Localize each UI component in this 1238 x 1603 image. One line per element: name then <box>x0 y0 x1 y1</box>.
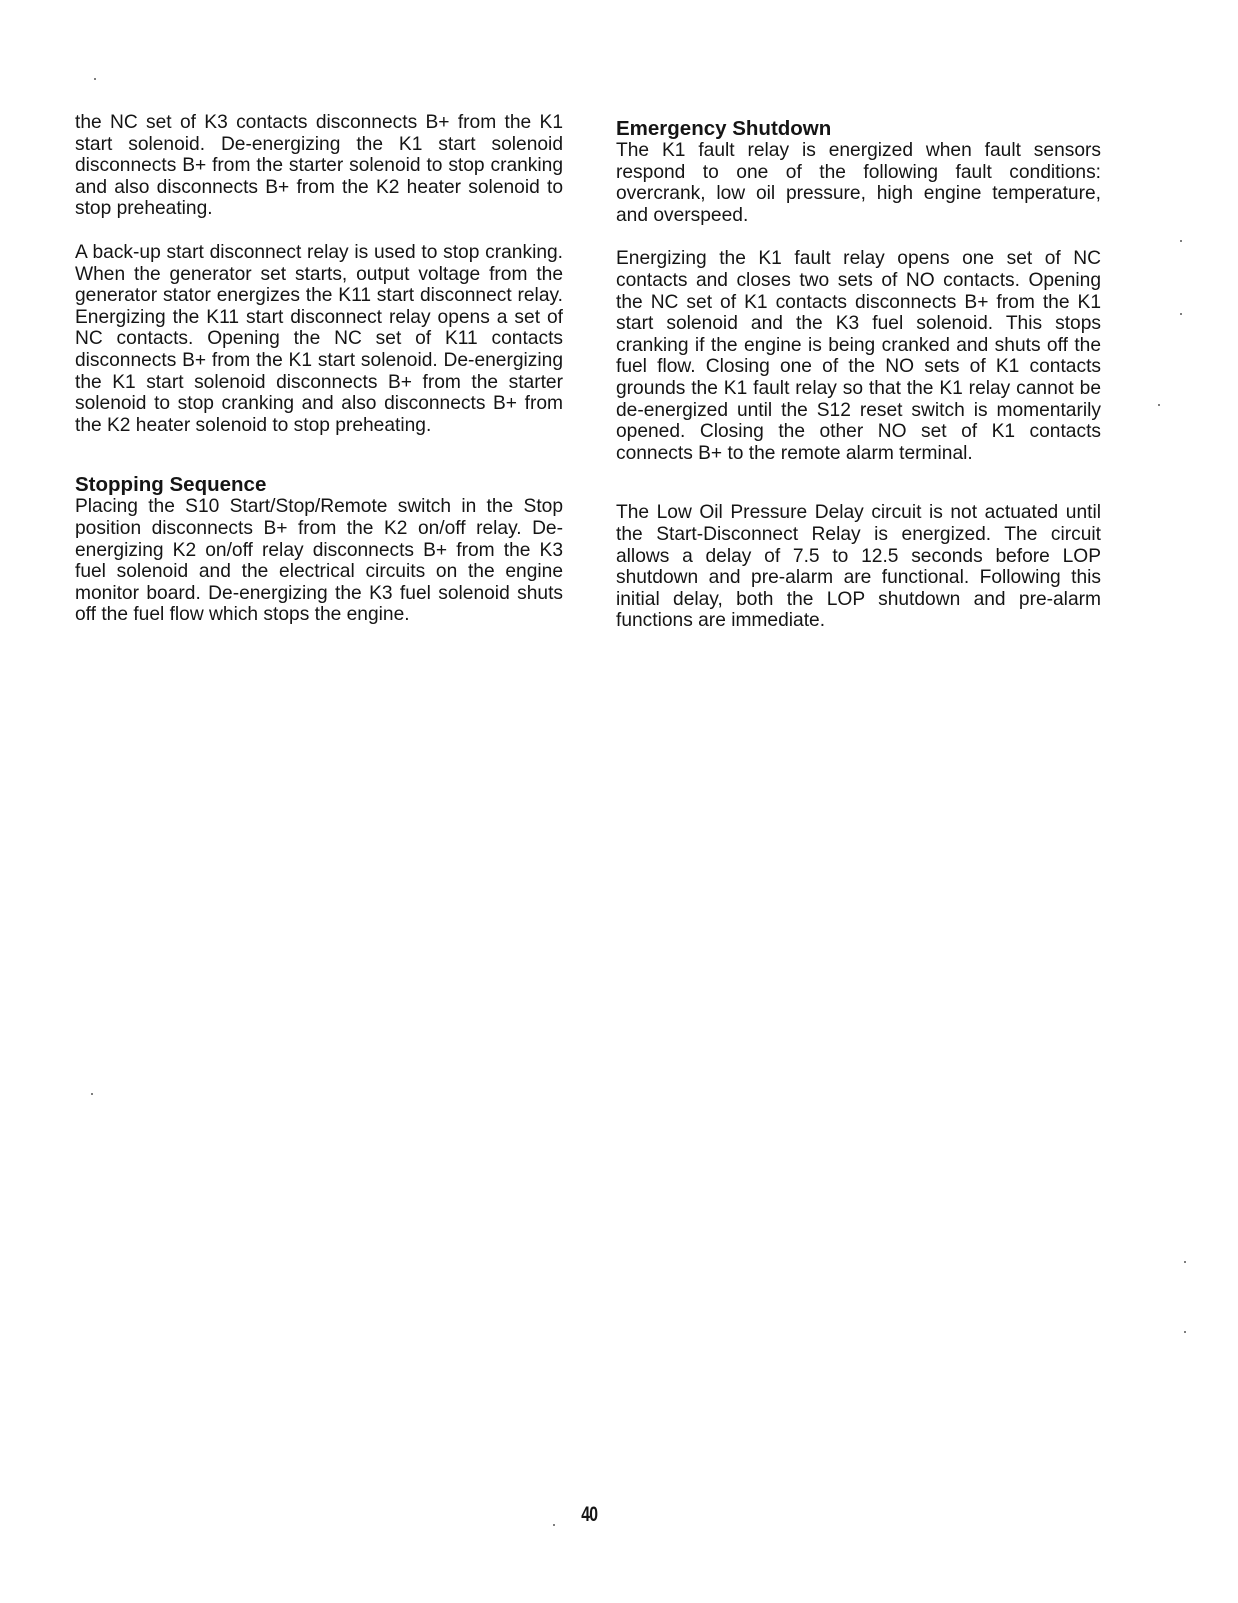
scan-speck <box>94 78 96 80</box>
scan-speck <box>1180 240 1182 242</box>
scan-speck <box>91 1093 93 1095</box>
stopping-sequence-paragraph: Placing the S10 Start/Stop/Remote switch in the Stop position disconnects B+ from the K2 on/off relay. De-energizing K2 on/off relay disconnects B+ from the K3 fuel solenoid and the electrical circuits on the engine monitor board. De-energizing the K3 fuel solenoid shuts off the fuel flow which stops the engine. <box>75 496 563 626</box>
stopping-sequence-heading: Stopping Sequence <box>75 473 267 497</box>
start-disconnect-paragraph: the NC set of K3 contacts disconnects B+ from the K1 start solenoid. De-energizing the K1 start solenoid disconnects B+ from the starter solenoid to stop cranking and also disconnects B+ from the K2 heater solenoid to stop preheating. <box>75 112 563 220</box>
right-column <box>616 118 1101 654</box>
emergency-shutdown-heading: Emergency Shutdown <box>616 117 832 140</box>
fault-relay-contacts-paragraph: Energizing the K1 fault relay opens one set of NC contacts and closes two sets of NO contacts. Opening the NC set of K1 contacts disconnects B+ from the K1 start solenoid and the K3 fuel solenoid. This stops cranking if the engine is being cranked and shuts off the fuel flow. Closing one of the NO sets of K1 contacts grounds the K1 fault relay so that the K1 relay cannot be de-energized until the S12 reset switch is momentarily opened. Closing the other NO set of K1 contacts connects B+ to the remote alarm terminal. <box>616 248 1101 464</box>
left-column <box>75 112 563 648</box>
page-number: 40 <box>581 1503 598 1526</box>
lop-delay-paragraph: The Low Oil Pressure Delay circuit is not actuated until the Start-Disconnect Relay is energized. The circuit allows a delay of 7.5 to 12.5 seconds before LOP shutdown and pre-alarm are functional. Following this initial delay, both the LOP shutdown and pre-alarm functions are immediate. <box>616 502 1101 632</box>
scan-speck <box>553 1524 555 1526</box>
scan-speck <box>1184 1261 1186 1263</box>
scan-speck <box>1158 404 1160 406</box>
scan-speck <box>1184 1331 1186 1333</box>
backup-relay-paragraph: A back-up start disconnect relay is used to stop cranking. When the generator set starts, output voltage from the generator stator energizes the K11 start disconnect relay. Energizing the K11 start disconnect relay opens a set of NC contacts. Opening the NC set of K11 contacts disconnects B+ from the K1 start solenoid. De-energizing the K1 start solenoid disconnects B+ from the starter solenoid to stop cranking and also disconnects B+ from the K2 heater solenoid to stop preheating. <box>75 241 563 436</box>
scan-speck <box>1180 313 1182 315</box>
fault-relay-paragraph: The K1 fault relay is energized when fault sensors respond to one of the following fault conditions: overcrank, low oil pressure, high engine temperature, and overspeed. <box>616 140 1101 226</box>
